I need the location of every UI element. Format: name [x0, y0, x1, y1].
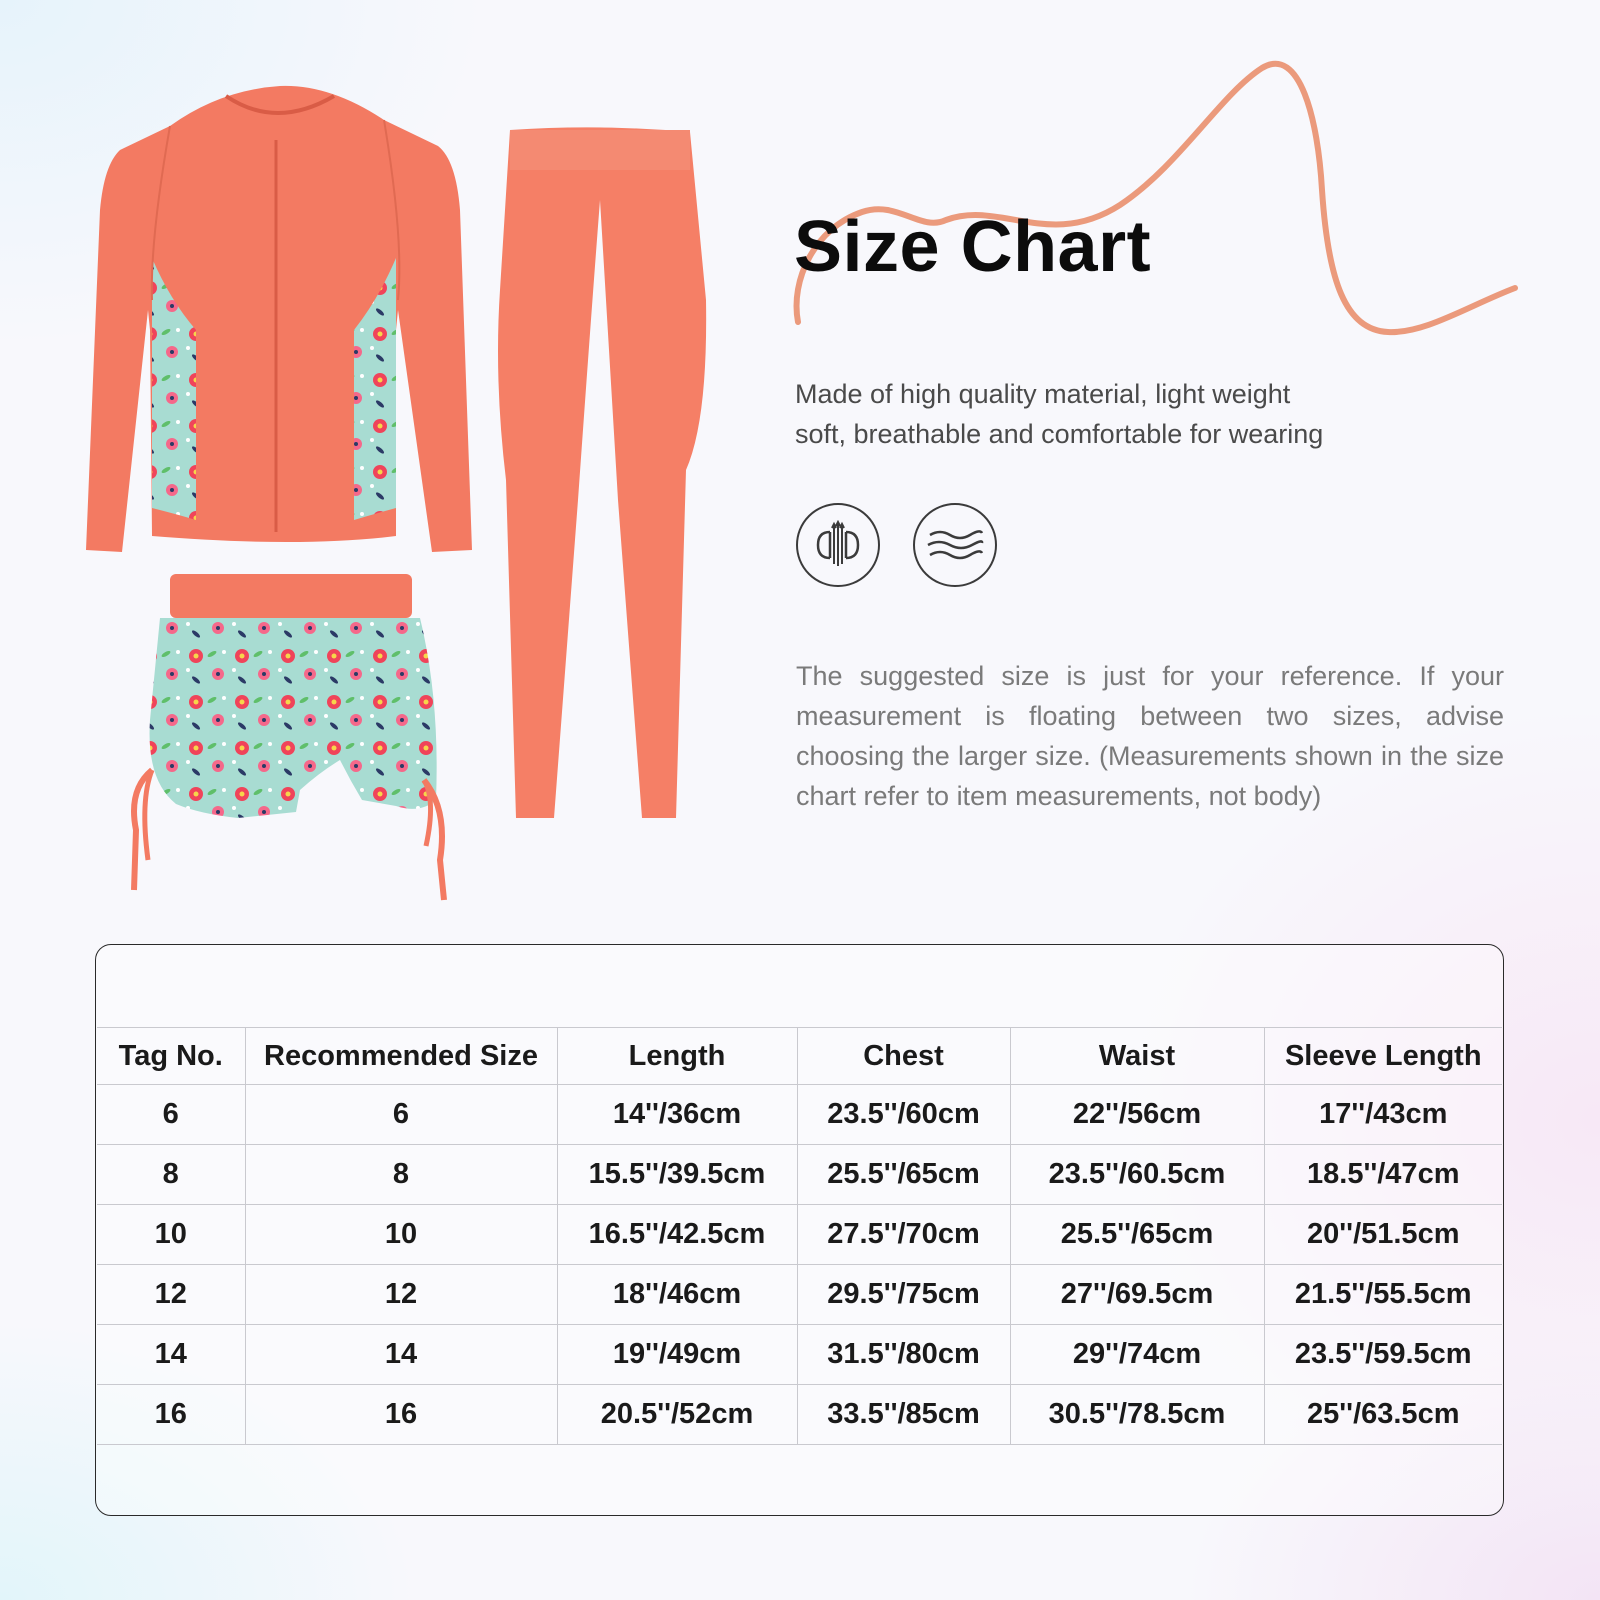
column-header: Chest	[797, 1028, 1010, 1085]
column-header: Recommended Size	[245, 1028, 557, 1085]
table-cell: 17''/43cm	[1264, 1085, 1502, 1145]
size-table	[97, 1027, 1502, 1445]
table-cell: 18.5''/47cm	[1264, 1145, 1502, 1205]
soft-fabric-icon	[913, 503, 997, 587]
description-line: Made of high quality material, light weight	[795, 379, 1291, 409]
table-cell: 22''/56cm	[1010, 1085, 1264, 1145]
table-cell: 27.5''/70cm	[797, 1205, 1010, 1265]
rash-guard-jacket	[86, 86, 472, 552]
table-row	[97, 1085, 1502, 1145]
table-cell: 6	[245, 1085, 557, 1145]
table-cell: 14	[97, 1325, 245, 1385]
table-row	[97, 1265, 1502, 1325]
table-cell: 20''/51.5cm	[1264, 1205, 1502, 1265]
table-cell: 29.5''/75cm	[797, 1265, 1010, 1325]
table-cell: 10	[97, 1205, 245, 1265]
table-cell: 15.5''/39.5cm	[557, 1145, 797, 1205]
table-cell: 25.5''/65cm	[797, 1145, 1010, 1205]
table-cell: 29''/74cm	[1010, 1325, 1264, 1385]
table-cell: 21.5''/55.5cm	[1264, 1265, 1502, 1325]
column-header: Waist	[1010, 1028, 1264, 1085]
description-line: soft, breathable and comfortable for wearing	[795, 419, 1324, 449]
table-cell: 23.5''/59.5cm	[1264, 1325, 1502, 1385]
floral-skort	[134, 574, 444, 900]
table-cell: 14''/36cm	[557, 1085, 797, 1145]
product-illustration	[0, 0, 760, 920]
table-row	[97, 1205, 1502, 1265]
table-cell: 30.5''/78.5cm	[1010, 1385, 1264, 1445]
table-cell: 25.5''/65cm	[1010, 1205, 1264, 1265]
table-cell: 8	[97, 1145, 245, 1205]
table-cell: 16	[97, 1385, 245, 1445]
table-row	[97, 1385, 1502, 1445]
table-cell: 8	[245, 1145, 557, 1205]
product-description	[795, 374, 1435, 454]
table-cell: 31.5''/80cm	[797, 1325, 1010, 1385]
table-row	[97, 1325, 1502, 1385]
table-cell: 23.5''/60.5cm	[1010, 1145, 1264, 1205]
breathable-icon	[796, 503, 880, 587]
table-row	[97, 1145, 1502, 1205]
table-cell: 6	[97, 1085, 245, 1145]
table-cell: 33.5''/85cm	[797, 1385, 1010, 1445]
table-cell: 10	[245, 1205, 557, 1265]
table-cell: 19''/49cm	[557, 1325, 797, 1385]
table-cell: 14	[245, 1325, 557, 1385]
table-cell: 12	[245, 1265, 557, 1325]
table-cell: 16.5''/42.5cm	[557, 1205, 797, 1265]
table-cell: 18''/46cm	[557, 1265, 797, 1325]
table-header-row	[97, 1028, 1502, 1085]
column-header: Length	[557, 1028, 797, 1085]
column-header: Tag No.	[97, 1028, 245, 1085]
table-cell: 20.5''/52cm	[557, 1385, 797, 1445]
table-cell: 27''/69.5cm	[1010, 1265, 1264, 1325]
table-cell: 23.5''/60cm	[797, 1085, 1010, 1145]
table-cell: 12	[97, 1265, 245, 1325]
page-title: Size Chart	[794, 207, 1152, 287]
table-cell: 25''/63.5cm	[1264, 1385, 1502, 1445]
size-advice-note: The suggested size is just for your reference. If your measurement is floating between two sizes, advise choosing the larger size. (Measurements shown in the size chart refer to item measurements, not body)	[796, 661, 1504, 811]
table-cell: 16	[245, 1385, 557, 1445]
swim-leggings	[498, 127, 706, 818]
column-header: Sleeve Length	[1264, 1028, 1502, 1085]
